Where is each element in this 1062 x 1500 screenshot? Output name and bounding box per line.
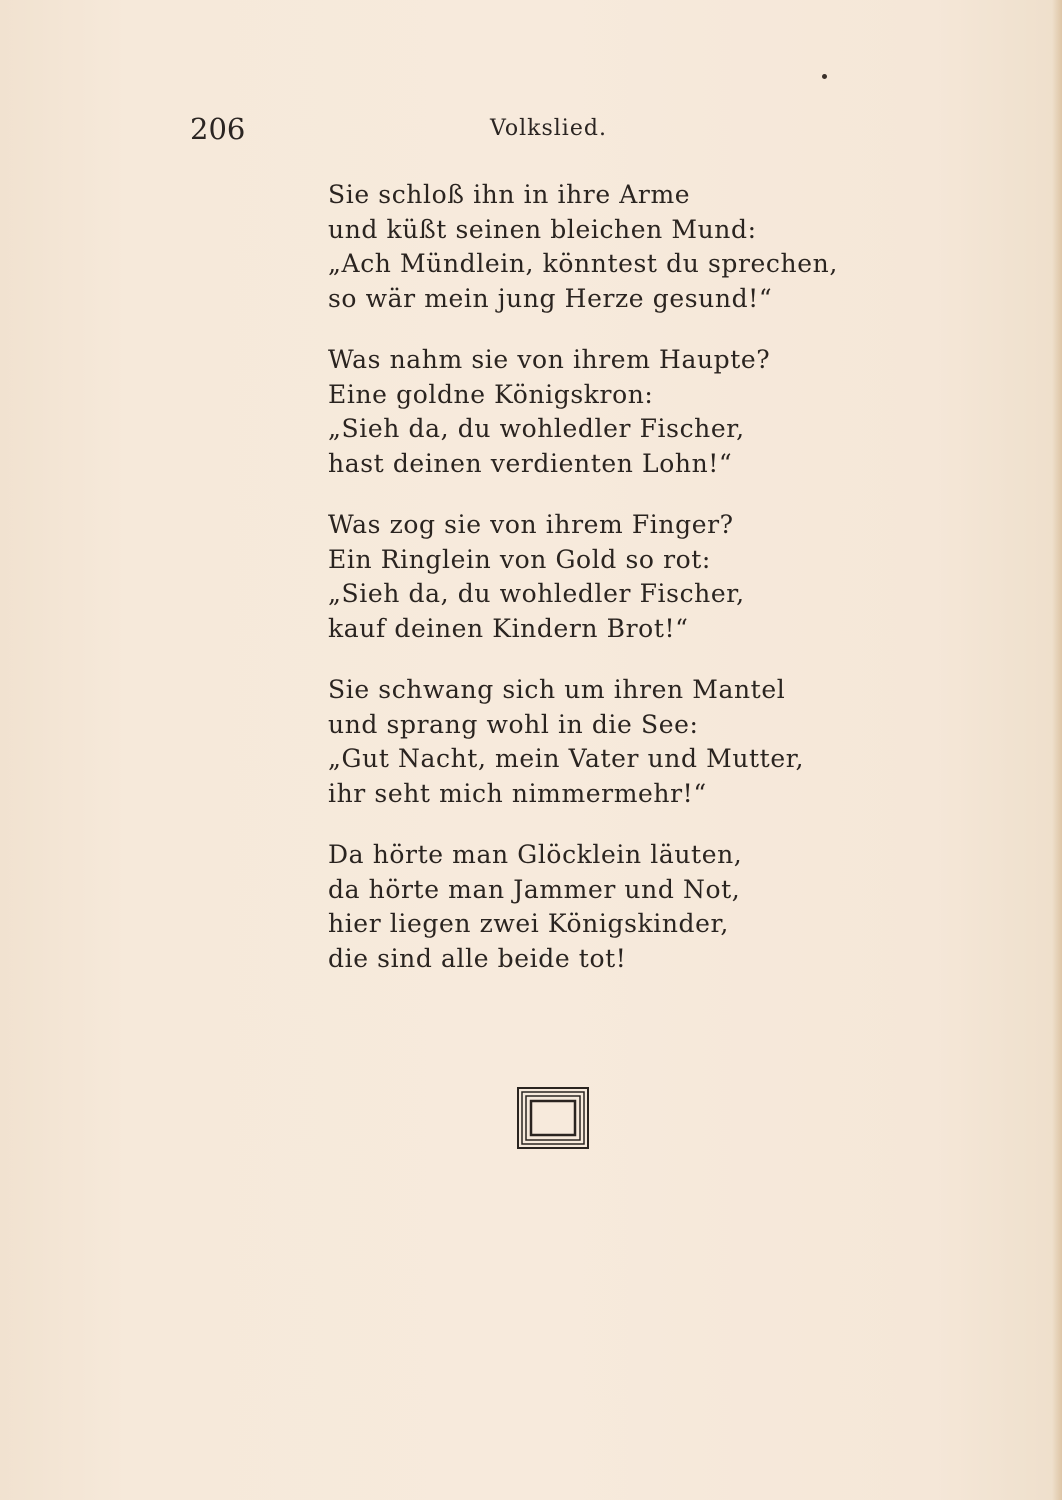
poem-line: Ein Ringlein von Gold so rot: xyxy=(328,544,711,574)
ink-speck xyxy=(822,74,827,79)
page-number: 206 xyxy=(190,112,246,146)
poem-line: kauf deinen Kindern Brot!“ xyxy=(328,613,689,643)
poem-line: „Gut Nacht, mein Vater und Mutter, xyxy=(328,744,805,773)
poem xyxy=(328,178,838,1003)
stanza-3 xyxy=(328,508,828,646)
poem-line: „Ach Mündlein, könntest du sprechen, xyxy=(328,249,838,278)
poem-line: so wär mein jung Herze gesund!“ xyxy=(328,283,773,313)
stanza-4 xyxy=(328,673,828,811)
poem-line: Eine goldne Königskron: xyxy=(328,379,654,409)
stanza-2 xyxy=(328,343,828,481)
poem-line: Sie schwang sich um ihren Mantel xyxy=(328,675,786,704)
poem-line: und küßt seinen bleichen Mund: xyxy=(328,214,757,244)
poem-line: Da hörte man Glöcklein läuten, xyxy=(328,840,743,869)
poem-line: ihr seht mich nimmermehr!“ xyxy=(328,778,707,808)
stanza-1 xyxy=(328,178,838,316)
poem-line: Sie schloß ihn in ihre Arme xyxy=(328,180,691,209)
poem-line: hast deinen verdienten Lohn!“ xyxy=(328,448,733,478)
poem-line: Was nahm sie von ihrem Haupte? xyxy=(328,345,771,374)
poem-line: „Sieh da, du wohledler Fischer, xyxy=(328,579,745,608)
stanza-5 xyxy=(328,838,828,976)
poem-line: hier liegen zwei Königskinder, xyxy=(328,909,729,938)
poem-line: die sind alle beide tot! xyxy=(328,943,627,973)
poem-line: da hörte man Jammer und Not, xyxy=(328,874,741,904)
running-head: Volkslied. xyxy=(490,116,607,141)
nested-rectangles-ornament-icon xyxy=(517,1087,589,1149)
poem-line: Was zog sie von ihrem Finger? xyxy=(328,510,734,539)
poem-line: „Sieh da, du wohledler Fischer, xyxy=(328,414,745,443)
poem-line: und sprang wohl in die See: xyxy=(328,709,699,739)
